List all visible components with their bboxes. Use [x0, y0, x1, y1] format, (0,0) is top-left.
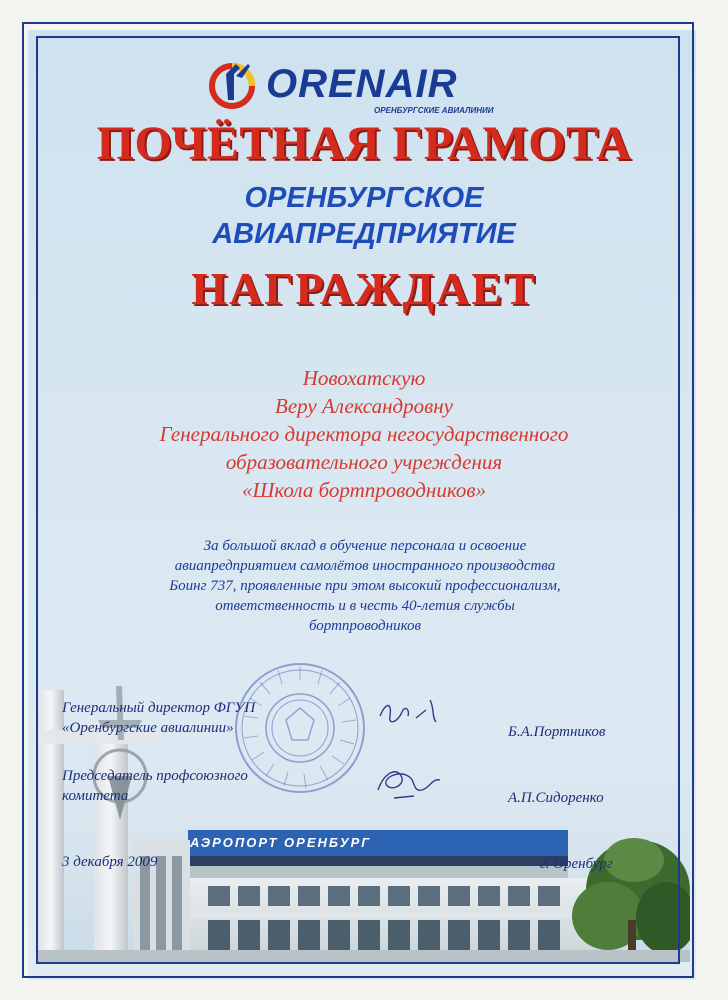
recipient-line: Новохатскую	[302, 366, 426, 390]
director-title-line-1: Генеральный директор ФГУП	[62, 700, 256, 716]
reason-line: авиапредприятием самолётов иностранного производства	[174, 558, 556, 574]
official-stamp	[230, 658, 370, 798]
organization-name	[36, 180, 692, 252]
recipient-line: «Школа бортпроводников»	[242, 478, 486, 502]
award-reason-block	[80, 536, 650, 636]
union-chair-name: А.П.Сидоренко	[508, 790, 604, 806]
recipient-line: Генерального директора негосударственного	[159, 422, 569, 446]
director-title-line-2: «Оренбургские авиалинии»	[62, 720, 234, 736]
director-signature	[372, 692, 452, 732]
certificate-title: ПОЧЁТНАЯ ГРАМОТА	[96, 117, 632, 170]
reason-line: Боинг 737, проявленные при этом высокий профессионализм,	[169, 578, 561, 594]
union-title-line-2: комитета	[62, 788, 129, 804]
union-chair-signature	[368, 756, 448, 806]
organization-line-1: ОРЕНБУРГСКОЕ	[244, 182, 484, 214]
director-name: Б.А.Портников	[508, 724, 606, 740]
orenair-tagline: ОРЕНБУРГСКИЕ АВИАЛИНИИ	[374, 106, 494, 115]
recipient-line: Веру Александровну	[275, 394, 453, 418]
reason-line: бортпроводников	[308, 618, 422, 634]
reason-line: За большой вклад в обучение персонала и освоение	[203, 538, 527, 554]
airport-sign-text: АЭРОПОРТ ОРЕНБУРГ	[190, 835, 372, 850]
organization-line-2: АВИАПРЕДПРИЯТИЕ	[212, 218, 516, 250]
recipient-line: образовательного учреждения	[225, 450, 503, 474]
certificate-date: 3 декабря 2009	[62, 854, 158, 870]
orenair-emblem-icon	[206, 56, 262, 112]
orenair-logo	[206, 52, 526, 116]
union-title-line-1: Председатель профсоюзного	[62, 768, 248, 784]
reason-line: ответственность и в честь 40-летия службы	[215, 598, 515, 614]
certificate-city: г. Оренбург	[540, 856, 613, 872]
awards-heading: НАГРАЖДАЕТ	[191, 263, 537, 314]
orenair-brand-name: ORENAIR	[266, 62, 458, 106]
recipient-block	[36, 364, 692, 504]
